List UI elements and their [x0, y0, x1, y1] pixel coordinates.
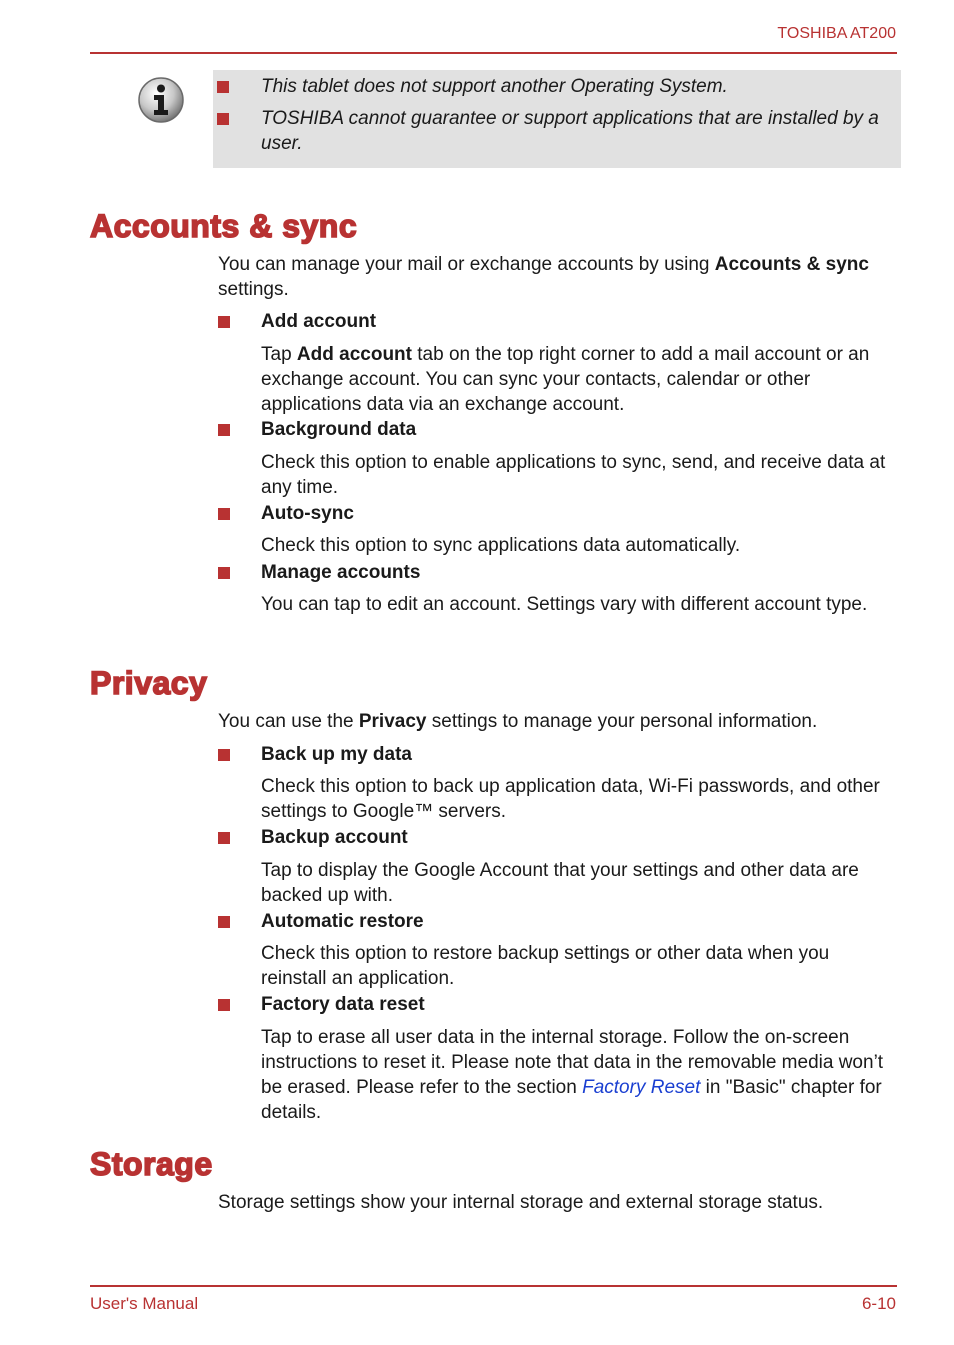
section-heading-storage: Storage	[90, 1146, 213, 1182]
desc-text: Tap	[261, 344, 297, 365]
item-title	[261, 825, 408, 850]
note-item	[261, 74, 891, 99]
desc-bold: Add account	[296, 344, 412, 365]
section-heading-accounts: Accounts & sync	[90, 208, 358, 244]
accounts-intro	[218, 252, 898, 302]
item-desc	[261, 1025, 897, 1125]
item-title-text: Background data	[261, 419, 417, 440]
bullet-square-icon	[218, 424, 230, 436]
intro-text: settings to manage your personal information.	[426, 711, 818, 732]
factory-reset-link[interactable]: Factory Reset	[582, 1077, 701, 1098]
item-title-text: Manage accounts	[261, 562, 421, 583]
bullet-square-icon	[218, 508, 230, 520]
bullet-square-icon	[217, 81, 229, 93]
item-title-text: Back up my data	[261, 744, 412, 765]
item-title-text: Backup account	[261, 827, 408, 848]
note-box	[213, 70, 901, 168]
intro-text: You can use the	[218, 711, 359, 732]
item-title-text: Automatic restore	[261, 911, 424, 932]
desc-text: tab on the top right corner to add a mail account or an exchange account. You can sync your contacts, calendar or other applications data via an exchange account.	[261, 344, 870, 415]
item-desc	[261, 342, 897, 417]
bullet-square-icon	[217, 113, 229, 125]
item-title	[261, 501, 354, 526]
note-item	[261, 106, 891, 156]
bullet-square-icon	[218, 567, 230, 579]
note-text: This tablet does not support another Operating System.	[261, 76, 728, 97]
storage-intro: Storage settings show your internal storage and external storage status.	[218, 1192, 824, 1213]
intro-text: settings.	[218, 279, 289, 300]
item-title-text: Add account	[261, 311, 377, 332]
item-title	[261, 560, 420, 585]
bullet-square-icon	[218, 832, 230, 844]
item-desc: Tap to display the Google Account that your settings and other data are backed up with.	[261, 860, 859, 906]
item-title	[261, 417, 416, 442]
desc-text: in "Basic" chapter for details.	[261, 1077, 882, 1123]
info-icon	[137, 76, 185, 124]
section-heading-privacy: Privacy	[90, 665, 208, 701]
item-title	[261, 992, 425, 1017]
footer-manual-label: User's Manual	[90, 1294, 199, 1313]
item-title	[261, 309, 376, 334]
item-desc: You can tap to edit an account. Settings vary with different account type.	[261, 594, 868, 615]
item-desc: Check this option to restore backup settings or other data when you reinstall an application.	[261, 943, 830, 989]
item-title-text: Factory data reset	[261, 994, 425, 1015]
bullet-square-icon	[218, 749, 230, 761]
note-text: TOSHIBA cannot guarantee or support applications that are installed by a user.	[261, 108, 879, 154]
intro-bold: Privacy	[358, 711, 427, 732]
intro-bold: Accounts & sync	[714, 254, 869, 275]
item-desc: Check this option to sync applications data automatically.	[261, 535, 741, 556]
desc-text: Tap to erase all user data in the internal storage. Follow the on-screen instructions to reset it. Please note that data in the removable media won’t be erased. Please refer to the section	[261, 1027, 884, 1098]
bullet-square-icon	[218, 316, 230, 328]
privacy-intro	[218, 709, 898, 734]
item-title	[261, 742, 412, 767]
header-brand: TOSHIBA AT200	[777, 25, 896, 42]
item-desc: Check this option to enable applications to sync, send, and receive data at any time.	[261, 452, 886, 498]
item-title-text: Auto-sync	[261, 503, 354, 524]
bullet-square-icon	[218, 916, 230, 928]
bullet-square-icon	[218, 999, 230, 1011]
footer-rule	[90, 1285, 897, 1287]
page-number: 6-10	[861, 1294, 896, 1313]
header-rule	[90, 52, 897, 54]
item-desc: Check this option to back up application data, Wi-Fi passwords, and other settings to Google™ servers.	[261, 776, 880, 822]
intro-text: You can manage your mail or exchange accounts by using	[218, 254, 715, 275]
item-title	[261, 909, 424, 934]
